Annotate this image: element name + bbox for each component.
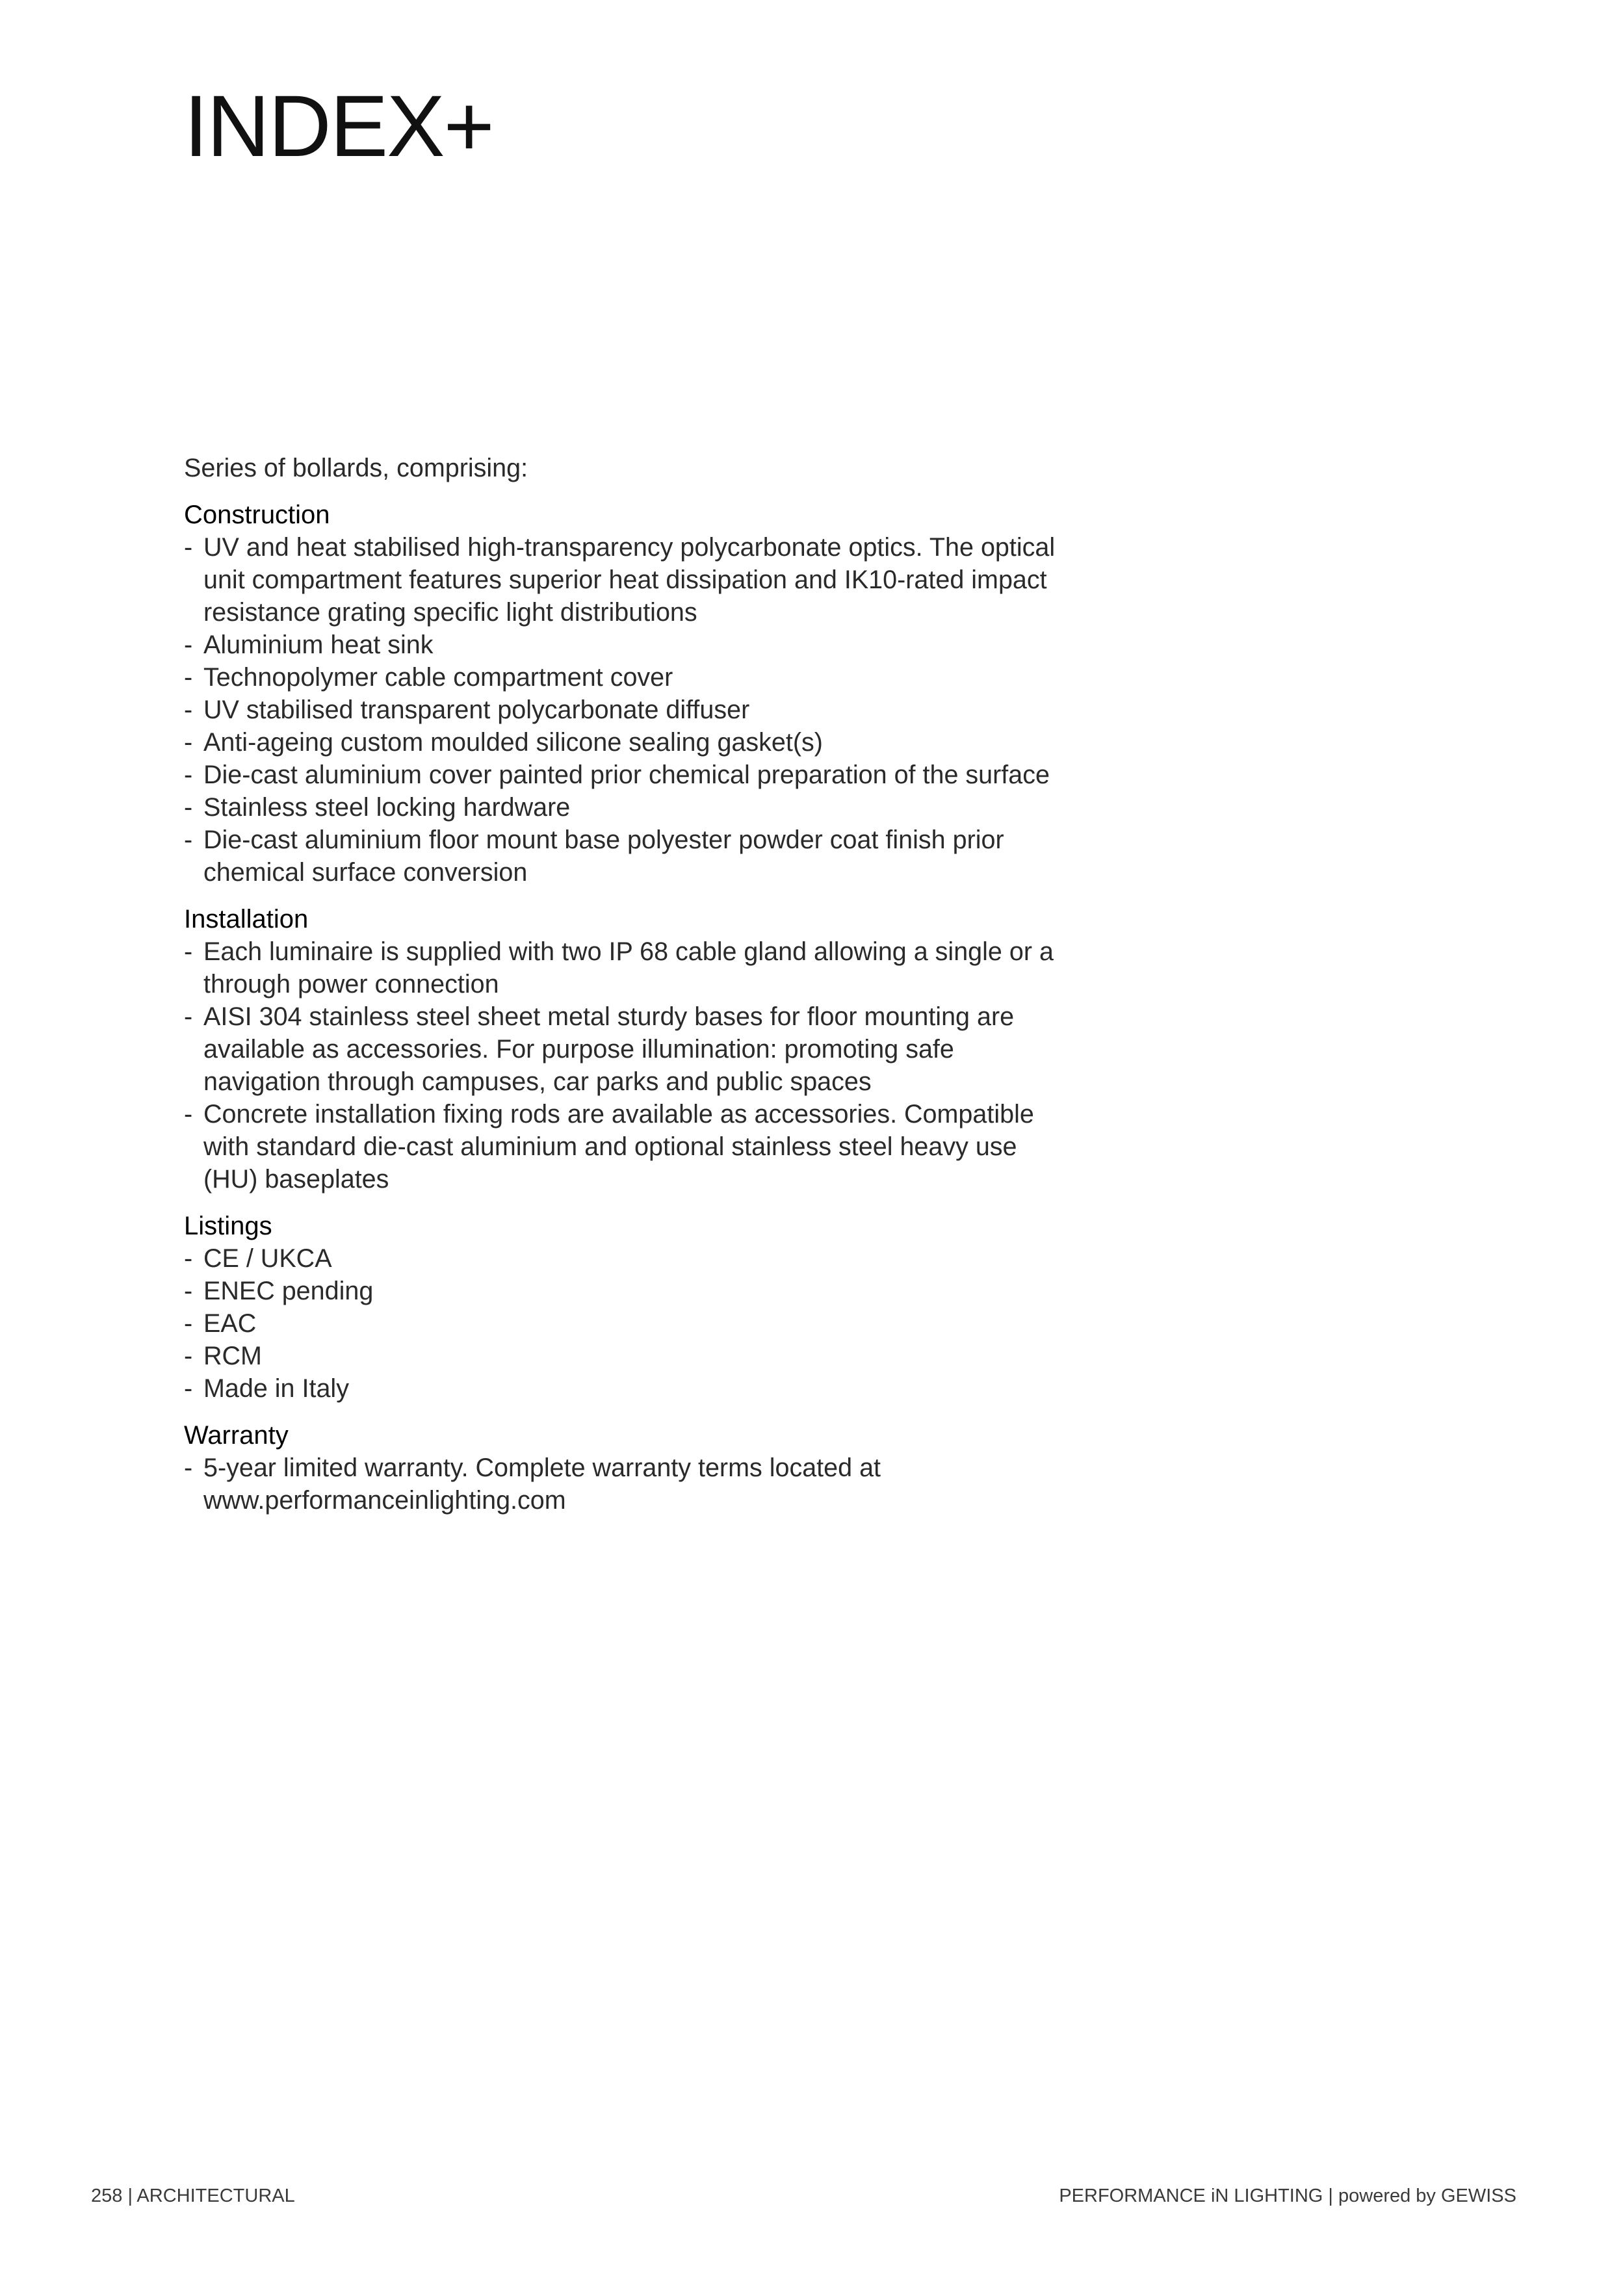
dash-marker: - <box>184 663 193 692</box>
warranty-heading: Warranty <box>184 1421 289 1450</box>
list-item-text: Die-cast aluminium floor mount base polyester powder coat finish prior chemical surface conversion <box>203 826 1004 887</box>
list-item <box>184 694 1061 726</box>
list-item-text: CE / UKCA <box>203 1244 332 1273</box>
list-item-text: Aluminium heat sink <box>203 631 434 659</box>
dash-marker: - <box>184 1100 193 1128</box>
footer-brand-label: PERFORMANCE iN LIGHTING | powered by GEWISS <box>1059 2185 1516 2206</box>
list-item-text: Each luminaire is supplied with two IP 68 cable gland allowing a single or a through power connection <box>203 937 1054 998</box>
dash-marker: - <box>184 1002 193 1031</box>
list-item-text: Anti-ageing custom moulded silicone sealing gasket(s) <box>203 728 823 757</box>
intro-text: Series of bollards, comprising: <box>184 454 528 482</box>
list-item <box>184 1452 1061 1517</box>
list-item <box>184 726 1061 759</box>
list-item-text: EAC <box>203 1309 257 1338</box>
list-item-text: Technopolymer cable compartment cover <box>203 663 673 692</box>
dash-marker: - <box>184 793 193 822</box>
listings-list <box>184 1242 1061 1405</box>
list-item-text: AISI 304 stainless steel sheet metal sturdy bases for floor mounting are available as accessories. For purpose illumination: promoting safe navigation through campuses, car parks and public spaces <box>203 1002 1015 1096</box>
list-item <box>184 759 1061 791</box>
installation-section <box>184 903 1061 1195</box>
list-item <box>184 531 1061 629</box>
list-item <box>184 1307 1061 1340</box>
list-item-text: ENEC pending <box>203 1277 374 1305</box>
listings-heading: Listings <box>184 1212 272 1240</box>
listings-section <box>184 1210 1061 1405</box>
list-item <box>184 824 1061 889</box>
dash-marker: - <box>184 937 193 966</box>
construction-section <box>184 499 1061 889</box>
list-item-text: RCM <box>203 1342 262 1370</box>
construction-list <box>184 531 1061 889</box>
list-item-text: Die-cast aluminium cover painted prior chemical preparation of the surface <box>203 761 1050 789</box>
list-item-text: 5-year limited warranty. Complete warranty terms located at www.performanceinlighting.com <box>203 1454 881 1515</box>
list-item <box>184 1340 1061 1372</box>
list-item-text: Stainless steel locking hardware <box>203 793 571 822</box>
warranty-section <box>184 1419 1061 1517</box>
footer-page-label: 258 | ARCHITECTURAL <box>91 2185 295 2206</box>
list-item <box>184 1098 1061 1195</box>
spec-content <box>184 452 1061 1531</box>
dash-marker: - <box>184 533 193 562</box>
dash-marker: - <box>184 761 193 789</box>
list-item <box>184 1275 1061 1307</box>
dash-marker: - <box>184 631 193 659</box>
dash-marker: - <box>184 1374 193 1403</box>
dash-marker: - <box>184 1309 193 1338</box>
list-item <box>184 935 1061 1000</box>
dash-marker: - <box>184 1277 193 1305</box>
list-item <box>184 791 1061 824</box>
list-item-text: UV and heat stabilised high-transparency polycarbonate optics. The optical unit compartment features superior heat dissipation and IK10-rated impact resistance grating specific light distributions <box>203 533 1056 627</box>
dash-marker: - <box>184 728 193 757</box>
installation-heading: Installation <box>184 905 309 933</box>
list-item <box>184 1372 1061 1405</box>
list-item-text: Made in Italy <box>203 1374 349 1403</box>
dash-marker: - <box>184 696 193 724</box>
dash-marker: - <box>184 1342 193 1370</box>
page-title: INDEX+ <box>184 78 493 175</box>
installation-list <box>184 935 1061 1195</box>
dash-marker: - <box>184 1454 193 1482</box>
list-item <box>184 661 1061 694</box>
list-item-text: UV stabilised transparent polycarbonate diffuser <box>203 696 750 724</box>
construction-heading: Construction <box>184 501 330 529</box>
list-item <box>184 1000 1061 1098</box>
list-item <box>184 1242 1061 1275</box>
dash-marker: - <box>184 1244 193 1273</box>
list-item <box>184 629 1061 661</box>
list-item-text: Concrete installation fixing rods are available as accessories. Compatible with standard die-cast aluminium and optional stainless steel heavy use (HU) baseplates <box>203 1100 1034 1194</box>
warranty-list <box>184 1452 1061 1517</box>
dash-marker: - <box>184 826 193 854</box>
